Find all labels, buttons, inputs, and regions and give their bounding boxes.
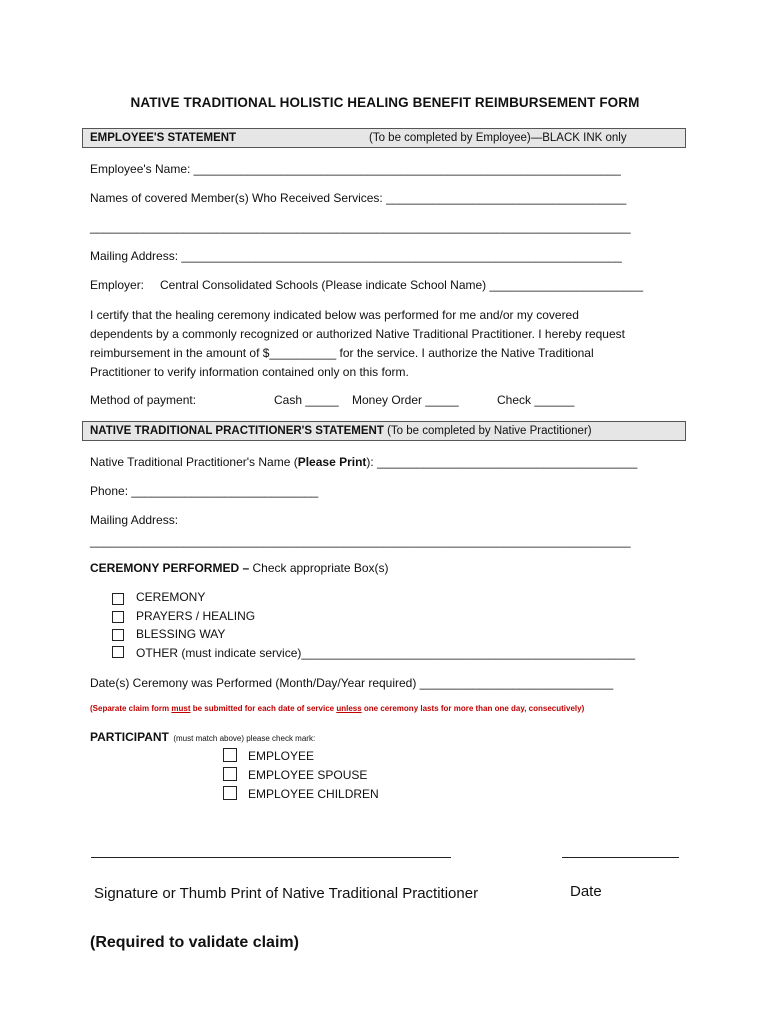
ceremony-performed-label — [90, 561, 389, 575]
date-line[interactable] — [562, 857, 679, 858]
blessing-way-checkbox[interactable] — [112, 629, 124, 641]
employee-mailing-address-field[interactable]: Mailing Address: __________________________________________________________________ — [90, 249, 622, 263]
covered-members-extra-line[interactable]: _________________________________________________________________________________ — [90, 220, 631, 234]
blessing-way-option-label: BLESSING WAY — [136, 627, 226, 641]
practitioner-name-field[interactable] — [90, 455, 637, 469]
prayers-healing-checkbox[interactable] — [112, 611, 124, 623]
ceremony-performed-bold: CEREMONY PERFORMED – — [90, 561, 250, 575]
certification-line[interactable]: reimbursement in the amount of $__________ for the service. I authorize the Native Traditional — [90, 346, 594, 360]
participant-note: (must match above) please check mark: — [173, 734, 316, 743]
separate-claim-note-unless: unless — [336, 704, 362, 713]
participant-label — [90, 728, 315, 746]
employer-label: Employer: — [90, 278, 145, 292]
certification-line: Practitioner to verify information contained only on this form. — [90, 365, 409, 379]
signature-label: Signature or Thumb Print of Native Traditional Practitioner — [94, 885, 479, 902]
ceremony-option-label: CEREMONY — [136, 590, 206, 604]
required-note: (Required to validate claim) — [90, 934, 299, 951]
other-service-checkbox[interactable] — [112, 646, 124, 658]
employee-section-title: EMPLOYEE'S STATEMENT — [90, 132, 237, 144]
practitioner-phone-field[interactable]: Phone: ____________________________ — [90, 484, 319, 498]
payment-cash-field[interactable]: Cash _____ — [274, 393, 339, 407]
form-title: NATIVE TRADITIONAL HOLISTIC HEALING BENEFIT REIMBURSEMENT FORM — [130, 95, 640, 110]
other-service-field[interactable]: OTHER (must indicate service)__________________________________________________ — [136, 646, 636, 660]
participant-spouse-checkbox[interactable] — [223, 767, 237, 781]
employee-section-header — [82, 128, 686, 148]
ceremony-dates-field[interactable]: Date(s) Ceremony was Performed (Month/Day/Year required) _____________________________ — [90, 676, 614, 690]
practitioner-mailing-address-field[interactable]: _________________________________________________________________________________ — [90, 534, 631, 548]
employer-school-field[interactable]: Central Consolidated Schools (Please indicate School Name) _______________________ — [160, 278, 644, 292]
practitioner-name-suffix: ): _______________________________________ — [366, 455, 638, 469]
ceremony-performed-instructions: Check appropriate Box(s) — [252, 561, 389, 575]
payment-check-field[interactable]: Check ______ — [497, 393, 575, 407]
signature-line[interactable] — [91, 857, 451, 858]
practitioner-section-note: (To be completed by Native Practitioner) — [387, 425, 592, 437]
participant-children-checkbox[interactable] — [223, 786, 237, 800]
practitioner-section-header — [82, 421, 686, 441]
date-label: Date — [570, 883, 602, 900]
participant-employee-checkbox[interactable] — [223, 748, 237, 762]
participant-spouse-label: EMPLOYEE SPOUSE — [248, 768, 368, 782]
separate-claim-note-part: be submitted for each date of service — [190, 704, 337, 713]
practitioner-section-title: NATIVE TRADITIONAL PRACTITIONER'S STATEMENT — [90, 425, 384, 437]
certification-line: dependents by a commonly recognized or authorized Native Traditional Practitioner. I hereby request — [90, 327, 625, 341]
employee-section-note: (To be completed by Employee)—BLACK INK only — [369, 132, 627, 144]
ceremony-checkbox[interactable] — [112, 593, 124, 605]
covered-members-field[interactable]: Names of covered Member(s) Who Received Services: ____________________________________ — [90, 191, 627, 205]
payment-method-label: Method of payment: — [90, 393, 197, 407]
separate-claim-note-part: one ceremony lasts for more than one day, consecutively) — [361, 704, 585, 713]
practitioner-section-heading — [90, 425, 592, 437]
employee-name-field[interactable]: Employee's Name: ________________________________________________________________ — [90, 162, 621, 176]
participant-title: PARTICIPANT — [90, 730, 169, 744]
separate-claim-note-part: (Separate claim form — [90, 704, 172, 713]
participant-children-label: EMPLOYEE CHILDREN — [248, 787, 379, 801]
payment-money-order-field[interactable]: Money Order _____ — [352, 393, 459, 407]
separate-claim-note — [90, 704, 584, 713]
certification-statement — [90, 306, 680, 382]
participant-employee-label: EMPLOYEE — [248, 749, 315, 763]
prayers-healing-option-label: PRAYERS / HEALING — [136, 609, 256, 623]
practitioner-name-bold: Please Print — [297, 455, 367, 469]
separate-claim-note-must: must — [171, 704, 191, 713]
practitioner-mailing-label: Mailing Address: — [90, 513, 179, 527]
certification-line: I certify that the healing ceremony indicated below was performed for me and/or my covered — [90, 308, 579, 322]
practitioner-name-prefix: Native Traditional Practitioner's Name ( — [90, 455, 298, 469]
